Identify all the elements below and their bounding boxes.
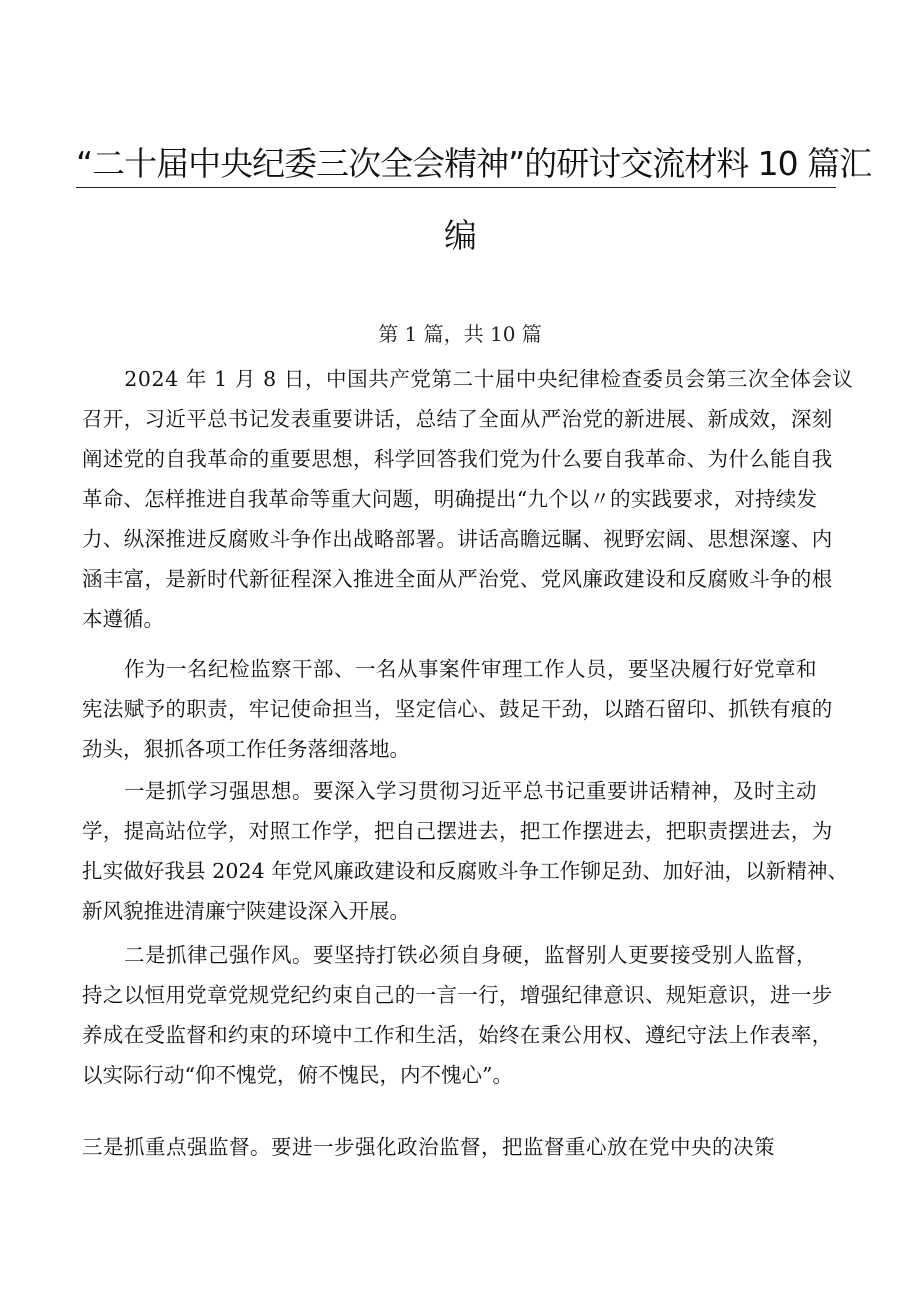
- body-line: 三是抓重点强监督。要进一步强化政治监督，把监督重心放在党中央的决策: [82, 1135, 775, 1159]
- body-line: 本遵循。: [82, 607, 164, 631]
- body-line: 新风貌推进清廉宁陕建设深入开展。: [82, 899, 410, 923]
- body-line: 持之以恒用党章党规党纪约束自己的一言一行，增强纪律意识、规矩意识，进一步: [82, 983, 833, 1007]
- body-line: 养成在受监督和约束的环境中工作和生活，始终在秉公用权、遵纪守法上作表率，: [82, 1023, 833, 1047]
- document-title-line-1: “二十届中央纪委三次全会精神”的研讨交流材料 10 篇汇: [76, 138, 836, 188]
- document-title-line-2: 编: [444, 216, 476, 255]
- body-line: 涵丰富，是新时代新征程深入推进全面从严治党、党风廉政建设和反腐败斗争的根: [82, 567, 833, 591]
- body-line: 学，提高站位学，对照工作学，把自己摆进去，把工作摆进去，把职责摆进去，为: [82, 819, 833, 843]
- body-line: 作为一名纪检监察干部、一名从事案件审理工作人员，要坚决履行好党章和: [82, 657, 817, 681]
- body-line: 召开，习近平总书记发表重要讲话，总结了全面从严治党的新进展、新成效，深刻: [82, 407, 833, 431]
- body-line: 2024 年 1 月 8 日，中国共产党第二十届中央纪律检查委员会第三次全体会议: [82, 367, 854, 391]
- body-line: 宪法赋予的职责，牢记使命担当，坚定信心、鼓足干劲，以踏石留印、抓铁有痕的: [82, 697, 833, 721]
- body-line: 革命、怎样推进自我革命等重大问题，明确提出“九个以〃的实践要求，对持续发: [82, 487, 818, 511]
- body-line: 二是抓律己强作风。要坚持打铁必须自身硬，监督别人更要接受别人监督，: [82, 943, 817, 967]
- body-line: 一是抓学习强思想。要深入学习贯彻习近平总书记重要讲话精神，及时主动: [82, 779, 817, 803]
- section-heading: 第 1 篇，共 10 篇: [378, 322, 542, 346]
- body-line: 以实际行动“仰不愧党，俯不愧民，内不愧心”。: [82, 1063, 513, 1087]
- body-line: 扎实做好我县 2024 年党风廉政建设和反腐败斗争工作铆足劲、加好油，以新精神、: [82, 859, 849, 883]
- body-line: 劲头，狠抓各项工作任务落细落地。: [82, 737, 410, 761]
- body-line: 阐述党的自我革命的重要思想，科学回答我们党为什么要自我革命、为什么能自我: [82, 447, 833, 471]
- body-line: 力、纵深推进反腐败斗争作出战略部署。讲话高瞻远瞩、视野宏阔、思想深邃、内: [82, 527, 833, 551]
